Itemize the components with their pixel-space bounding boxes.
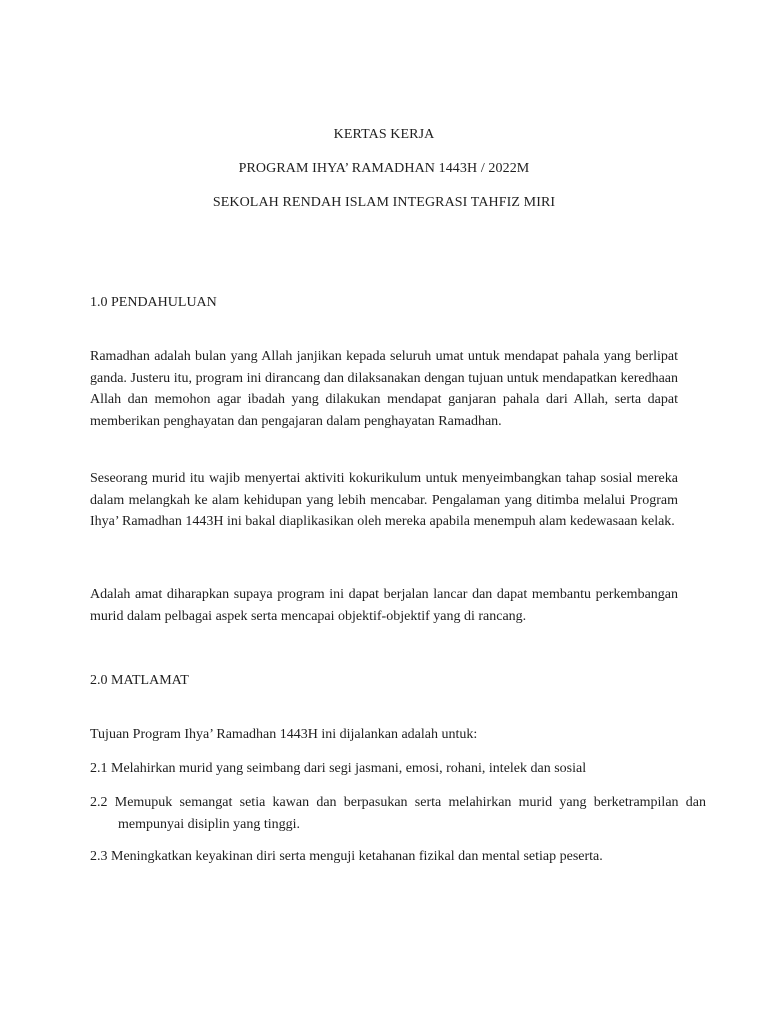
paragraph-intro-1: Ramadhan adalah bulan yang Allah janjikan kepada seluruh umat untuk mendapat pahala yang berlipat ganda. Justeru itu, program ini dirancang dan dilaksanakan dengan tujuan untuk mendapatkan keredhaan Allah dan memohon agar ibadah yang dilakukan mendapat ganjaran pahala dari Allah, serta dapat memberikan penghayatan dan pengajaran dalam penghayatan Ramadhan. (90, 349, 678, 429)
paragraph-intro-3: Adalah amat diharapkan supaya program ini dapat berjalan lancar dan dapat membantu perkembangan murid dalam pelbagai aspek serta mencapai objektif-objektif yang di rancang. (90, 587, 678, 624)
school-name: SEKOLAH RENDAH ISLAM INTEGRASI TAHFIZ MIRI (212, 195, 556, 210)
section-heading-pendahuluan: 1.0 PENDAHULUAN (90, 295, 217, 310)
matlamat-item-2-2: 2.2 Memupuk semangat setia kawan dan berpasukan serta melahirkan murid yang berketrampilan dan mempunyai disiplin yang tinggi. (90, 795, 706, 832)
matlamat-intro: Tujuan Program Ihya’ Ramadhan 1443H ini dijalankan adalah untuk: (90, 727, 478, 742)
program-title: PROGRAM IHYA’ RAMADHAN 1443H / 2022M (238, 161, 530, 176)
matlamat-item-2-3: 2.3 Meningkatkan keyakinan diri serta menguji ketahanan fizikal dan mental setiap peserta. (90, 849, 603, 864)
doc-title: KERTAS KERJA (333, 127, 435, 142)
matlamat-item-2-1: 2.1 Melahirkan murid yang seimbang dari segi jasmani, emosi, rohani, intelek dan sosial (90, 761, 587, 776)
section-heading-matlamat: 2.0 MATLAMAT (90, 673, 189, 688)
paragraph-intro-2: Seseorang murid itu wajib menyertai aktiviti kokurikulum untuk menyeimbangkan tahap sosial mereka dalam melangkah ke alam kehidupan yang lebih mencabar. Pengalaman yang ditimba melalui Program Ihya’ Ramadhan 1443H ini bakal diaplikasikan oleh mereka apabila menempuh alam kedewasaan kelak. (90, 471, 678, 529)
